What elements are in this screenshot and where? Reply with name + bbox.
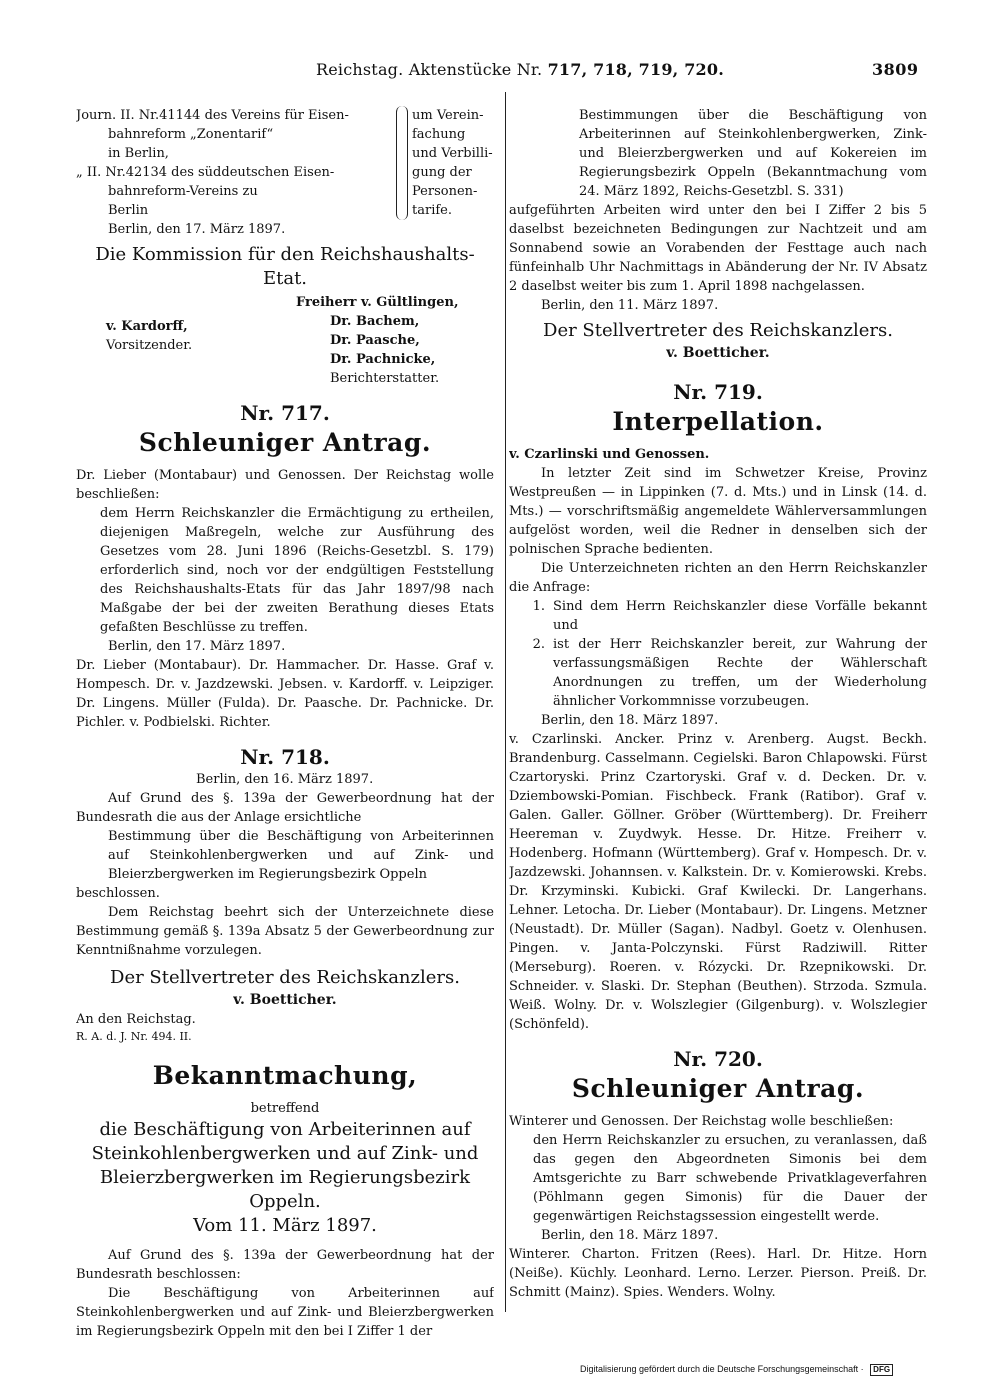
question-1 xyxy=(509,597,927,635)
cont-indent: Bestimmungen über die Beschäftigung von Arbeiterinnen auf Steinkohlenbergwerken, Zink- und Bleierzbergwerken und auf Kokereien im Regierungsbezirk Oppeln (Bekanntmachung vom 24. März 1892, Reichs-Gesetzbl. S. 331) xyxy=(579,108,927,199)
commission-chair xyxy=(76,293,276,355)
nr-719: Nr. 719. xyxy=(673,380,763,404)
body-720: den Herrn Reichskanzler zu ersuchen, zu veranlassen, daß das gegen den Abgeordneten Simonis bei dem Amtsgerichte zu Barr schwebende Privatklageverfahren (Pöhlmann gegen Simonis) für die Dauer der gegenwärtigen Reichstagssession eingestellt werde. xyxy=(533,1133,927,1224)
members-719: v. Czarlinski. Ancker. Prinz v. Arenberg. Augst. Beckh. Brandenburg. Casselmann. Cegielski. Baron Chlapowski. Fürst Czartoryski. Prinz Czartoryski. Graf v. d. Decken. Dr. v. Dziembowski-Pomian. Fischbeck. Frank (Ratibor). Graf v. Galen. Galler. Göllner. Gröber (Württemberg). Dr. Freiherr Heereman v. Zuydwyk. Hesse. Dr. Hitze. Freiherr v. Hodenberg. Hofmann (Württemberg). Graf v. Hompesch. Dr. v. Jazdzewski. Johannsen. v. Kalkstein. Dr. v. Komierowski. Krebs. Dr. Krzyminski. Kubicki. Graf Kwilecki. Dr. Langerhans. Lehner. Letocha. Dr. Lieber (Montabaur). Dr. Lingens. Metzner (Neustadt). Dr. Müller (Sagan). Nadbyl. Goetz v. Olenhusen. Pingen. v. Janta-Polczynski. Fürst Radziwill. Ritter (Merseburg). Roeren. v. Rózycki. Dr. Rzepnikowski. Dr. Schneider. v. Slaski. Dr. Stephan (Beuthen). Strzoda. Szmula. Weiß. Wolny. Dr. v. Wolszlegier (Gilgenburg). v. Wolszlegier (Schönfeld). xyxy=(509,732,927,1032)
bekannt-heading: die Beschäftigung von Arbeiterinnen auf Steinkohlenbergwerken und auf Zink- und Bleierzbergwerken im Regierungsbezirk Oppeln. xyxy=(91,1119,479,1212)
nr-717: Nr. 717. xyxy=(240,401,330,425)
intro-719: v. Czarlinski und Genossen. xyxy=(509,447,710,462)
sig-name-718: v. Boetticher. xyxy=(233,992,337,1008)
question-1-text: Sind dem Herrn Reichskanzler diese Vorfälle bekannt und xyxy=(553,599,927,633)
petition-row2-b: bahnreform-Vereins zu xyxy=(108,184,258,199)
to-718: An den Reichstag. xyxy=(76,1012,196,1027)
bekannt-p1: Auf Grund des §. 139a der Gewerbeordnung hat der Bundesrath beschlossen: xyxy=(76,1248,494,1282)
reporter-2: Dr. Bachem, xyxy=(330,314,420,329)
p2-718: Dem Reichstag beehrt sich der Unterzeichnete diese Bestimmung gemäß §. 139a Absatz 5 der Gewerbeordnung zur Kenntnißnahme vorzulegen. xyxy=(76,905,494,958)
question-2-text: ist der Herr Reichskanzler bereit, zur Wahrung der verfassungsmäßigen Rechte der Wählerschaft Anordnungen zu treffen, um der Wiederholung ähnlicher Vorkommnisse vorzubeugen. xyxy=(553,637,927,709)
table-brace xyxy=(396,106,408,220)
date-719: Berlin, den 18. März 1897. xyxy=(541,713,719,728)
nr-718: Nr. 718. xyxy=(240,745,330,769)
intro-717: Dr. Lieber (Montabaur) und Genossen. Der Reichstag wolle beschließen: xyxy=(76,468,494,502)
running-title-numbers: 717, 718, 719, 720. xyxy=(547,60,724,79)
petition-row1-c: in Berlin, xyxy=(108,146,169,161)
page-number: 3809 xyxy=(872,60,919,79)
commission-date: Berlin, den 17. März 1897. xyxy=(108,222,286,237)
left-column xyxy=(76,106,494,1341)
question-2-number: 2. xyxy=(532,637,545,652)
running-title-prefix: Reichstag. xyxy=(316,60,404,79)
intro-720: Winterer und Genossen. Der Reichstag wolle beschließen: xyxy=(509,1114,894,1129)
page-header xyxy=(0,0,1000,92)
petition-row1-b: bahnreform „Zonentarif“ xyxy=(108,127,274,142)
cont-date: Berlin, den 11. März 1897. xyxy=(541,298,719,313)
nr-720: Nr. 720. xyxy=(673,1047,763,1071)
chair-role: Vorsitzender. xyxy=(106,338,193,353)
column-divider xyxy=(505,92,506,1312)
footer-text: Digitalisierung gefördert durch die Deutsche Forschungsgemeinschaft · xyxy=(580,1364,864,1374)
reporter-1: Freiherr v. Gültlingen, xyxy=(296,295,459,310)
right-sig-title: Der Stellvertreter des Reichskanzlers. xyxy=(543,320,893,341)
commission-reporters xyxy=(276,293,494,388)
running-title-mid: Aktenstücke Nr. xyxy=(408,60,543,79)
petition-row2-c: Berlin xyxy=(108,203,149,218)
reporter-3: Dr. Paasche, xyxy=(330,333,420,348)
bekannt-date: Vom 11. März 1897. xyxy=(193,1215,377,1236)
reporter-role: Berichterstatter. xyxy=(330,371,440,386)
cont-body: aufgeführten Arbeiten wird unter den bei I Ziffer 2 bis 5 daselbst bezeichneten Bedingungen zur Nachtzeit und am Sonnabend sowie an Vorabenden der Festtage auch nach fünfeinhalb Uhr Nachmittags in Abänderung der Nr. IV Absatz 2 daselbst weiter bis zum 1. April 1898 nachgelassen. xyxy=(509,203,927,294)
p1-719: In letzter Zeit sind im Schwetzer Kreise, Provinz Westpreußen — in Lippinken (7. d. Mts.) und in Linsk (14. d. Mts.) — vorschriftsmäßig angemeldete Wählerversammlungen aufgelöst worden, weil die Redner in denselben sich der polnischen Sprache bedienten. xyxy=(509,466,927,557)
petition-row2-a: „ II. Nr.42134 des süddeutschen Eisen- xyxy=(76,165,335,180)
petition-rows xyxy=(76,106,396,220)
p2-719: Die Unterzeichneten richten an den Herrn Reichskanzler die Anfrage: xyxy=(509,561,927,595)
title-720: Schleuniger Antrag. xyxy=(571,1074,865,1103)
question-2 xyxy=(509,635,927,711)
ref-718: R. A. d. J. Nr. 494. II. xyxy=(76,1030,192,1043)
title-717: Schleuniger Antrag. xyxy=(138,428,432,457)
reporter-4: Dr. Pachnicke, xyxy=(330,352,436,367)
p1-718-indent: Bestimmung über die Beschäftigung von Arbeiterinnen auf Steinkohlenbergwerken und auf Zink- und Bleierzbergwerken im Regierungsbezirk Oppeln xyxy=(108,829,494,882)
commission-signatures xyxy=(76,293,494,388)
footer xyxy=(580,1364,893,1376)
petition-row1-a: Journ. II. Nr.41144 des Vereins für Eisen- xyxy=(76,108,349,123)
questions-719 xyxy=(509,597,927,711)
members-717: Dr. Lieber (Montabaur). Dr. Hammacher. Dr. Hasse. Graf v. Hompesch. Dr. v. Jazdzewski. Jebsen. v. Kardorff. v. Leipziger. Dr. Lingens. Müller (Fulda). Dr. Paasche. Dr. Pachnicke. Dr. Pichler. v. Podbielski. Richter. xyxy=(76,658,494,730)
dfg-logo-icon: DFG xyxy=(870,1364,893,1376)
bekannt-title: Bekanntmachung, xyxy=(152,1061,418,1090)
members-720: Winterer. Charton. Fritzen (Rees). Harl. Dr. Hitze. Horn (Neiße). Küchly. Leonhard. Lerno. Lerzer. Pierson. Preiß. Dr. Schmitt (Mainz). Spies. Wenders. Wolny. xyxy=(509,1247,927,1300)
commission-title: Die Kommission für den Reichshaushalts-Etat. xyxy=(95,244,475,289)
date-720: Berlin, den 18. März 1897. xyxy=(541,1228,719,1243)
p1-718: Auf Grund des §. 139a der Gewerbeordnung hat der Bundesrath die aus der Anlage ersichtliche xyxy=(76,791,494,825)
p1-718-end: beschlossen. xyxy=(76,886,160,901)
right-sig-name: v. Boetticher. xyxy=(666,345,770,361)
running-title xyxy=(316,60,724,79)
date-718: Berlin, den 16. März 1897. xyxy=(196,772,374,787)
petition-purpose: um Verein-fachung und Verbilli-gung der Personen-tarife. xyxy=(412,108,493,218)
petition-table xyxy=(76,106,494,220)
chair-name: v. Kardorff, xyxy=(106,319,188,334)
question-1-number: 1. xyxy=(532,599,545,614)
title-719: Interpellation. xyxy=(612,407,824,436)
sig-title-718: Der Stellvertreter des Reichskanzlers. xyxy=(110,967,460,988)
bekannt-p2: Die Beschäftigung von Arbeiterinnen auf Steinkohlenbergwerken und auf Zink- und Bleierzbergwerken im Regierungsbezirk Oppeln mit den bei I Ziffer 1 der xyxy=(76,1286,494,1339)
bekannt-sub: betreffend xyxy=(250,1101,320,1116)
body-717: dem Herrn Reichskanzler die Ermächtigung zu ertheilen, diejenigen Maßregeln, welche zur Ausführung des Gesetzes vom 28. Juni 1896 (Reichs-Gesetzbl. S. 179) erforderlich sind, noch vor der endgültigen Feststellung des Reichshaushalts-Etats für das Jahr 1897/98 nach Maßgabe der bei der zweiten Berathung dieses Etats gefaßten Beschlüsse zu treffen. xyxy=(100,506,494,635)
date-717: Berlin, den 17. März 1897. xyxy=(108,639,286,654)
right-column xyxy=(509,106,927,1302)
